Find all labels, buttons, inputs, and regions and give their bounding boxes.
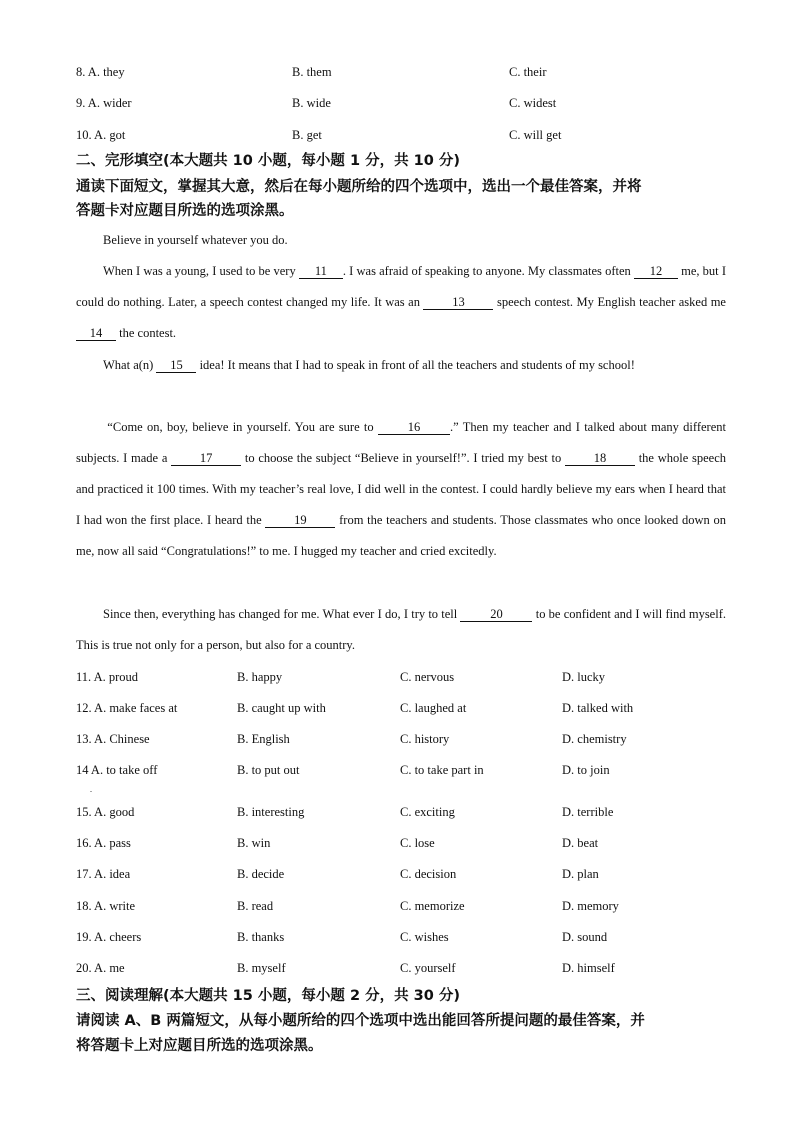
section3-instruction-line1: 请阅读 A、B 两篇短文，从每小题所给的四个选项中选出能回答所提问题的最佳答案，并: [76, 1013, 645, 1029]
option-b: B. happy: [237, 670, 283, 684]
blank-15: 15: [156, 358, 196, 373]
option-row-13: [0, 729, 794, 749]
section2-heading: 二、完形填空(本大题共 10 小题，每小题 1 分，共 10 分): [76, 153, 460, 169]
section3-instruction-line2: 将答题卡上对应题目所选的选项涂黑。: [76, 1038, 323, 1054]
passage-text: from the teachers and students. Those classmates who once looked down on me, now all said “Congratulations!” to me. I hugged my teacher and cried excitedly.: [76, 513, 726, 558]
option-row-20: [0, 958, 794, 978]
option-row-11: [0, 667, 794, 687]
blank-17: 17: [171, 451, 241, 466]
option-a: 10. A. got: [76, 128, 126, 142]
option-d: D. to join: [562, 763, 610, 777]
passage-title-text: Believe in yourself whatever you do.: [103, 233, 288, 247]
stray-mark: .: [90, 785, 92, 794]
option-d: D. talked with: [562, 701, 634, 715]
option-c: C. laughed at: [400, 701, 467, 715]
passage-text: speech contest. My English teacher asked me: [493, 295, 726, 309]
option-d: D. plan: [562, 867, 599, 881]
option-row-19: [0, 927, 794, 947]
blank-16: 16: [378, 420, 450, 435]
section2-instruction-line2: 答题卡对应题目所选的选项涂黑。: [76, 203, 294, 219]
option-b: B. interesting: [237, 805, 305, 819]
option-c: C. yourself: [400, 961, 456, 975]
option-a: 18. A. write: [76, 899, 136, 913]
passage-paragraph-3: [76, 412, 726, 567]
passage-text: to choose the subject “Believe in yourself!”. I tried my best to: [241, 451, 565, 465]
option-a: 19. A. cheers: [76, 930, 142, 944]
passage-text: .” Then my teacher and I talked about many different subjects. I made a: [76, 420, 726, 465]
option-row-18: [0, 896, 794, 916]
option-c: C. to take part in: [400, 763, 484, 777]
option-row-10: [0, 125, 794, 145]
option-row-16: [0, 833, 794, 853]
option-a: 17. A. idea: [76, 867, 131, 881]
option-c: C. wishes: [400, 930, 449, 944]
option-c: C. history: [400, 732, 450, 746]
blank-13: 13: [423, 295, 493, 310]
option-d: D. beat: [562, 836, 599, 850]
option-b: B. win: [237, 836, 271, 850]
passage-text: the contest.: [116, 326, 177, 340]
passage-text: to be confident and I will find myself. This is true not only for a person, but also for a country.: [76, 607, 726, 652]
section2-instruction-line1: 通读下面短文，掌握其大意，然后在每小题所给的四个选项中，选出一个最佳答案，并将: [76, 179, 642, 195]
blank-18: 18: [565, 451, 635, 466]
passage-text: . I was afraid of speaking to anyone. My classmates often: [342, 264, 634, 278]
option-b: B. to put out: [237, 763, 300, 777]
option-a: 12. A. make faces at: [76, 701, 178, 715]
option-c: C. lose: [400, 836, 435, 850]
option-c: C. exciting: [400, 805, 455, 819]
blank-20: 20: [460, 607, 532, 622]
option-d: D. terrible: [562, 805, 614, 819]
option-b: B. thanks: [237, 930, 285, 944]
passage-text: the whole speech and practiced it 100 times. With my teacher’s real love, I did well in the contest. I could hardly believe my ears when I heard that I had won the first place. I heard the: [76, 451, 726, 527]
option-b: B. them: [292, 65, 332, 79]
passage-text: idea! It means that I had to speak in front of all the teachers and students of my school!: [196, 358, 635, 372]
option-row-15: [0, 802, 794, 822]
passage-text: When I was a young, I used to be very: [103, 264, 299, 278]
option-row-8: [0, 62, 794, 82]
option-a: 16. A. pass: [76, 836, 131, 850]
blank-12: 12: [634, 264, 678, 279]
passage-text: me, but I could do nothing. Later, a speech contest changed my life. It was an: [76, 264, 726, 309]
section3-heading: 三、阅读理解(本大题共 15 小题，每小题 2 分，共 30 分): [76, 988, 460, 1004]
option-b: B. wide: [292, 96, 331, 110]
option-d: D. himself: [562, 961, 615, 975]
option-c: C. their: [509, 65, 547, 79]
option-c: C. decision: [400, 867, 457, 881]
blank-19: 19: [265, 513, 335, 528]
option-a: 9. A. wider: [76, 96, 132, 110]
option-d: D. sound: [562, 930, 608, 944]
passage-title: [76, 225, 726, 256]
option-a: 13. A. Chinese: [76, 732, 150, 746]
option-b: B. English: [237, 732, 290, 746]
option-c: C. widest: [509, 96, 557, 110]
option-b: B. get: [292, 128, 322, 142]
passage-paragraph-4: [76, 599, 726, 661]
option-d: D. lucky: [562, 670, 606, 684]
option-c: C. nervous: [400, 670, 455, 684]
option-c: C. will get: [509, 128, 562, 142]
option-b: B. read: [237, 899, 274, 913]
blank-11: 11: [299, 264, 343, 279]
option-row-17: [0, 864, 794, 884]
option-a: 11. A. proud: [76, 670, 139, 684]
passage-text: What a(n): [103, 358, 157, 372]
passage-text: “Come on, boy, believe in yourself. You are sure to: [103, 420, 378, 434]
option-b: B. decide: [237, 867, 285, 881]
blank-14: 14: [76, 326, 116, 341]
passage-paragraph-2: [76, 350, 726, 381]
option-b: B. myself: [237, 961, 286, 975]
option-b: B. caught up with: [237, 701, 326, 715]
passage-text: Since then, everything has changed for me. What ever I do, I try to tell: [103, 607, 461, 621]
option-a: 20. A. me: [76, 961, 125, 975]
option-d: D. chemistry: [562, 732, 627, 746]
passage-paragraph-1: [76, 256, 726, 349]
option-a: 8. A. they: [76, 65, 125, 79]
option-a: 14 A. to take off: [76, 763, 158, 777]
option-row-9: [0, 93, 794, 113]
option-d: D. memory: [562, 899, 619, 913]
option-row-12: [0, 698, 794, 718]
option-c: C. memorize: [400, 899, 465, 913]
option-a: 15. A. good: [76, 805, 135, 819]
option-row-14: [0, 760, 794, 780]
